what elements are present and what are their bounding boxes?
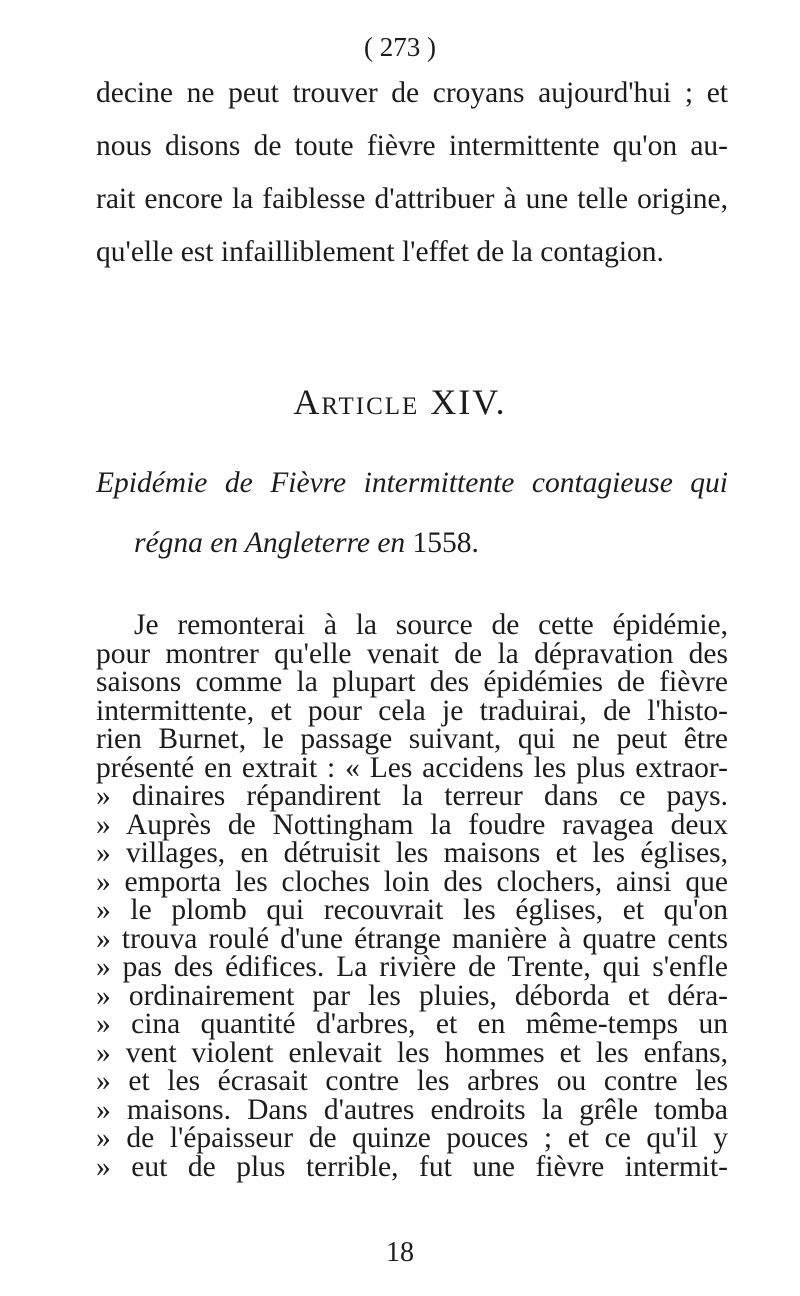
quoted-line: » ordinairement par les pluies, déborda et déra- — [96, 979, 728, 1012]
text-line: saisons comme la plupart des épidémies de fièvre — [96, 666, 728, 698]
quoted-line: » de l'épaisseur de quinze pouces ; et ce qu'il y — [96, 1122, 728, 1154]
article-subtitle-year: 1558. — [405, 527, 479, 559]
text-line: qu'elle est infailliblement l'effet de la contagion. — [96, 236, 664, 268]
text-line: nous disons de toute fièvre intermittente qu'on au- — [96, 130, 728, 162]
text-line: rien Burnet, le passage suivant, qui ne peut être — [96, 723, 728, 755]
article-subtitle-line-1: Epidémie de Fièvre intermittente contagieuse qui — [96, 467, 728, 499]
quoted-line: » le plomb qui recouvrait les églises, et qu'on — [96, 894, 728, 926]
quoted-line: » dinaires répandirent la terreur dans ce pays. — [96, 780, 728, 812]
quoted-line: » eut de plus terrible, fut une fièvre intermit- — [96, 1150, 728, 1183]
text-line: pour montrer qu'elle venait de la dépravation des — [96, 637, 728, 670]
article-heading: Article XIV. — [293, 382, 507, 422]
text-line: intermittente, et pour cela je traduirai, de l'histo- — [96, 694, 728, 727]
article-subtitle-line-2 — [134, 523, 479, 563]
page-number: ( 273 ) — [364, 32, 436, 62]
quoted-line: » Auprès de Nottingham la foudre ravagea deux — [96, 808, 728, 841]
quoted-line: » pas des édifices. La rivière de Trente, qui s'enfle — [96, 951, 728, 983]
quoted-line: » vent violent enlevait les hommes et les enfans, — [96, 1036, 728, 1069]
text-line: decine ne peut trouver de croyans aujourd'hui ; et — [96, 77, 728, 109]
signature-mark: 18 — [386, 1237, 414, 1268]
quoted-line: » et les écrasait contre les arbres ou contre les — [96, 1065, 728, 1097]
paragraph-first-line: Je remonterai à la source de cette épidémie, — [134, 609, 728, 641]
quoted-line: » trouva roulé d'une étrange manière à quatre cents — [96, 922, 728, 955]
article-subtitle-italic: régna en Angleterre en — [134, 527, 406, 559]
quoted-line: » maisons. Dans d'autres endroits la grêle tomba — [96, 1093, 728, 1126]
quoted-line: » cina quantité d'arbres, et en même-temps un — [96, 1008, 728, 1040]
quoted-line: » villages, en détruisit les maisons et les églises, — [96, 837, 728, 869]
text-line: présenté en extrait : « Les accidens les plus extraor- — [96, 751, 728, 784]
quoted-line: » emporta les cloches loin des clochers, ainsi que — [96, 865, 728, 898]
text-line: rait encore la faiblesse d'attribuer à une telle origine, — [96, 183, 728, 215]
